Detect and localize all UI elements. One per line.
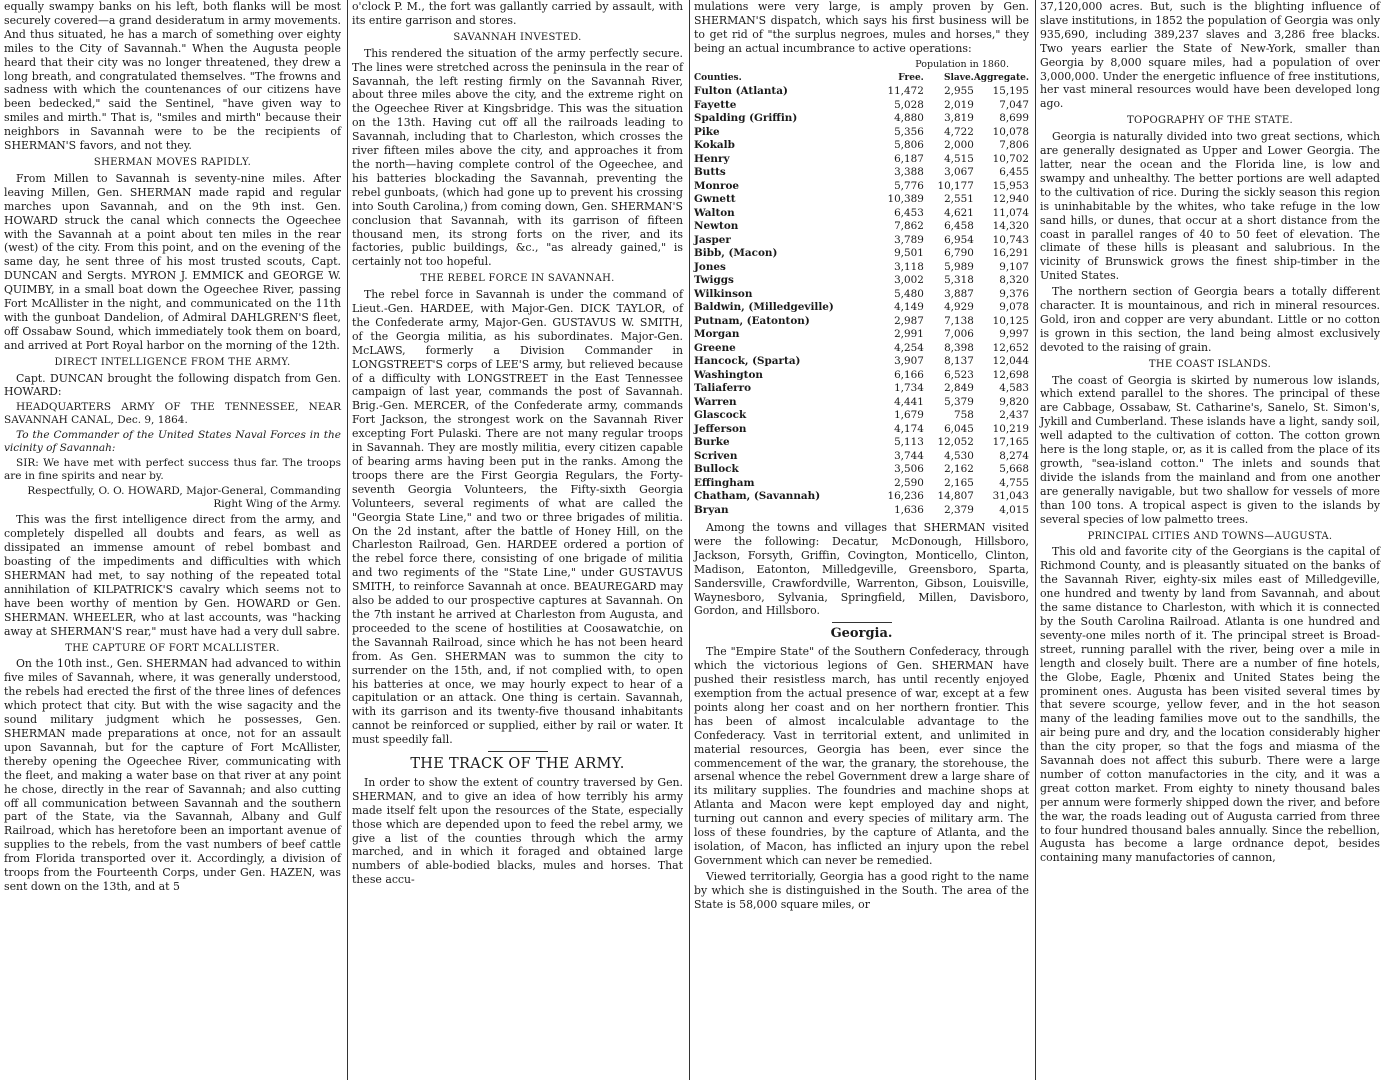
paragraph: In order to show the extent of country traversed by Gen. SHERMAN, and to give an idea of how terribly his army made itself felt upon the resources of the State, especially those which are depended upon to feed the rebel army, we give a list of the counties through which the army marched, and in which it foraged and obtained large numbers of able-bodied blacks, mules and horses. That these accu- — [352, 775, 683, 887]
table-cell: 758 — [953, 409, 974, 422]
table-cell: 2,165 — [944, 476, 974, 489]
county-name: Morgan — [694, 328, 740, 341]
table-cell: 4,880 — [894, 112, 924, 125]
county-name: Warren — [694, 395, 737, 408]
table-cell: 31,043 — [992, 490, 1029, 503]
county-name: Bryan — [694, 503, 729, 516]
paragraph: This old and favorite city of the Georgians is the capital of Richmond County, and is pleasantly situated on the banks of the Savannah River, eighty-six miles east of Milledgeville, one hundred and twenty by land from Savannah, and about the same distance to Charleston, with which it is connected by the South Carolina Railroad. Atlanta is one hundred and seventy-one miles north of it. The principal street is Broad-street, running parallel with the river, being over a mile in length and closely built. There are a number of fine hotels, the Globe, Eagle, Phœnix and United States being the prominent ones. Augusta has been visited several times by that severe scourge, yellow fever, and in the hot season many of the leading families move out to the sandhills, the air being pure and dry, and the location considerably higher than the city proper, so that the fogs and miasma of the Savannah does not affect this suburb. There were a large number of cotton manufactories in the city, and it was a great cotton market. From eighty to ninety thousand bales per annum were formerly shipped down the river, and before the war, the roads leading out of Augusta carried from three to four hundred thousand bales annually. Since the rebellion, Augusta has become a large ordnance depot, besides containing many manufactories of cannon, — [1040, 545, 1380, 865]
table-cell: 4,015 — [999, 503, 1029, 516]
paragraph: Georgia is naturally divided into two great sections, which are generally designated as Upper and Lower Georgia. The latter, near the ocean and the Florida line, is low and swampy and unhealthy. The better portions are well adapted to the cultivation of rice. During the sickly season this region is uninhabitable by the whites, who take refuge in the low sand hills, or dunes, that occur at a short distance from the coast in parallel ranges of 40 to 50 feet of elevation. The climate of these hills is pleasant and salubrious. In the vicinity of Brunswick grows the finest ship-timber in the United States. — [1040, 130, 1380, 283]
table-row — [694, 328, 1029, 342]
table-row — [694, 220, 1029, 234]
table-row — [694, 504, 1029, 518]
county-name: Henry — [694, 152, 730, 165]
table-cell: 4,929 — [944, 301, 974, 314]
table-row — [694, 274, 1029, 288]
paragraph: Among the towns and villages that SHERMAN visited were the following: Decatur, McDonough, Hillsboro, Jackson, Forsyth, Griffin, Covington, Monticello, Clinton, Madison, Eatonton, Milledgeville, Greensboro, Sparta, Sandersville, Crawfordville, Warrenton, Gibson, Louisville, Waynesboro, Sylvania, Springfield, Millen, Davisboro, Gordon, and Hillsboro. — [694, 521, 1029, 618]
table-cell: 3,506 — [894, 463, 924, 476]
table-cell: 3,907 — [894, 355, 924, 368]
county-name: Newton — [694, 220, 739, 233]
table-cell: 6,790 — [944, 247, 974, 260]
table-cell: 11,074 — [992, 206, 1029, 219]
table-cell: 4,621 — [944, 206, 974, 219]
table-cell: 8,699 — [999, 112, 1029, 125]
table-cell: 5,776 — [894, 179, 924, 192]
county-name: Twiggs — [694, 274, 734, 287]
column-4 — [1035, 0, 1384, 1080]
table-cell: 5,028 — [894, 98, 924, 111]
paragraph: The coast of Georgia is skirted by numerous low islands, which extend parallel to the shores. The principal of these are Cabbage, Ossabaw, St. Catharine's, Sanelo, St. Simon's, Jykill and Cumberland. These islands have a light, sandy soil, well adapted to the cultivation of cotton. The cotton grown here is the long staple, or, as it is called from the place of its growth, "sea-island cotton." The inlets and sounds that divide the islands from the mainland and from one another are generally navigable, but two shallow for vessels of more than 100 tons. A tropical aspect is given to the islands by several species of low palmetto trees. — [1040, 373, 1380, 526]
section-heading: PRINCIPAL CITIES AND TOWNS—AUGUSTA. — [1087, 530, 1333, 542]
column-2 — [347, 0, 687, 1080]
table-cell: 7,806 — [999, 139, 1029, 152]
paragraph: The "Empire State" of the Southern Confederacy, through which the victorious legions of Gen. SHERMAN have pushed their resistless march, has until recently enjoyed exemption from the actual presence of war, except at a few points along her coast and on her northern frontier. This has been of almost incalculable advantage to the Confederacy. Vast in territorial extent, and unlimited in material resources, Georgia has been, ever since the commencement of the war, the granary, the storehouse, the arsenal whence the rebel Government drew a large share of its military supplies. The foundries and machine shops at Atlanta and Macon were kept employed day and night, turning out cannon and every species of military arm. The loss of these foundries, by the capture of Atlanta, and the isolation, of Macon, has inflicted an injury upon the rebel Government which can never be remedied. — [694, 645, 1029, 867]
dispatch-block — [4, 401, 341, 511]
paragraph: From Millen to Savannah is seventy-nine miles. After leaving Millen, Gen. SHERMAN made rapid and regular marches upon Savannah, and on the 9th inst. Gen. HOWARD struck the canal which connects the Ogeechee with the Savannah at a point about ten miles in the rear (west) of the city. From this point, and on the evening of the same day, he sent three of his most trusted scouts, Capt. DUNCAN and Sergts. MYRON J. EMMICK and GEORGE W. QUIMBY, in a small boat down the Ogeechee River, passing Fort McAllister in the night, and communicated on the 11th with the gunboat Dandelion, of Admiral DAHLGREN'S fleet, off Ossabaw Sound, which immediately took them on board, and arrived at Port Royal harbor on the morning of the 12th. — [4, 171, 341, 352]
dispatch-address: To the Commander of the United States Naval Forces in the vicinity of Savannah: — [4, 429, 341, 455]
table-cell: 8,320 — [999, 274, 1029, 287]
table-cell: 3,744 — [894, 449, 924, 462]
table-cell: 1,679 — [894, 409, 924, 422]
table-cell: 6,523 — [944, 368, 974, 381]
divider — [832, 622, 892, 623]
table-row — [694, 396, 1029, 410]
table-cell: 6,458 — [944, 220, 974, 233]
table-row — [694, 126, 1029, 140]
table-caption: Population in 1860. — [915, 58, 1009, 70]
county-name: Monroe — [694, 179, 740, 192]
table-cell: 2,019 — [944, 98, 974, 111]
county-name: Baldwin, (Milledgeville) — [694, 301, 834, 314]
table-cell: 5,480 — [894, 287, 924, 300]
county-name: Bullock — [694, 463, 739, 476]
section-heading: THE CAPTURE OF FORT MCALLISTER. — [65, 642, 280, 654]
table-cell: 12,698 — [992, 368, 1029, 381]
paragraph: This rendered the situation of the army perfectly secure. The lines were stretched across the peninsula in the rear of Savannah, the left resting firmly on the Savannah River, about three miles above the city, and the extreme right on the Ogeechee River at Kingsbridge. This was the situation on the 13th. Having cut off all the railroads leading to Savannah, including that to Charleston, which crosses the river fifteen miles above the city, and approaches it from the north—having complete control of the Ogeechee, and his batteries blockading the Savannah, preventing the rebel gunboats, (which had gone up to prevent his crossing into South Carolina,) from coming down, Gen. SHERMAN'S conclusion that Savannah, with its garrison of fifteen thousand men, its strong forts on the river, and its factories, public buildings, &c., "as already gained," is certainly not too hopeful. — [352, 46, 683, 269]
county-name: Bibb, (Macon) — [694, 247, 778, 260]
county-name: Hancock, (Sparta) — [694, 355, 801, 368]
table-cell: 12,052 — [937, 436, 974, 449]
table-cell: 1,734 — [894, 382, 924, 395]
table-row — [694, 315, 1029, 329]
table-cell: 2,162 — [944, 463, 974, 476]
county-name: Pike — [694, 125, 720, 138]
county-name: Chatham, (Savannah) — [694, 490, 821, 503]
table-cell: 12,044 — [992, 355, 1029, 368]
table-cell: 3,002 — [894, 274, 924, 287]
paragraph: This was the first intelligence direct from the army, and completely dispelled all doubts and fears, as well as dissipated an immense amount of rebel bombast and boasting of the impediments and difficulties with which SHERMAN had met, to say nothing of the repeated total annihilation of KILPATRICK'S cavalry which seems not to have been worthy of mention by Gen. HOWARD or Gen. SHERMAN. WHEELER, who at last accounts, was "hacking away at SHERMAN'S rear," must have had a very dull sabre. — [4, 513, 341, 638]
county-name: Fayette — [694, 98, 737, 111]
table-row — [694, 355, 1029, 369]
table-cell: 7,047 — [999, 98, 1029, 111]
section-heading: DIRECT INTELLIGENCE FROM THE ARMY. — [54, 356, 291, 368]
county-name: Gwnett — [694, 193, 736, 206]
dispatch-body: SIR: We have met with perfect success thus far. The troops are in fine spirits and near by. — [4, 457, 341, 483]
dispatch-header: HEADQUARTERS ARMY OF THE TENNESSEE, NEAR SAVANNAH CANAL, Dec. 9, 1864. — [4, 401, 341, 427]
table-cell: 5,113 — [894, 436, 924, 449]
table-header: Aggregate. — [973, 72, 1029, 83]
table-cell: 2,987 — [894, 314, 924, 327]
table-cell: 10,389 — [887, 193, 924, 206]
table-cell: 4,515 — [944, 152, 974, 165]
paragraph: o'clock P. M., the fort was gallantly carried by assault, with its entire garrison and stores. — [352, 0, 683, 27]
county-name: Burke — [694, 436, 730, 449]
table-cell: 3,819 — [944, 112, 974, 125]
table-row — [694, 342, 1029, 356]
table-row — [694, 166, 1029, 180]
table-cell: 10,177 — [937, 179, 974, 192]
table-cell: 2,437 — [999, 409, 1029, 422]
table-header: Counties. — [694, 72, 742, 83]
table-header: Free. — [898, 72, 924, 83]
paragraph: Viewed territorially, Georgia has a good right to the name by which she is distinguished in the South. The area of the State is 58,000 square miles, or — [694, 869, 1029, 911]
county-name: Effingham — [694, 476, 755, 489]
table-row — [694, 85, 1029, 99]
table-row — [694, 153, 1029, 167]
table-cell: 16,291 — [992, 247, 1029, 260]
county-name: Spalding (Griffin) — [694, 112, 798, 125]
table-cell: 12,940 — [992, 193, 1029, 206]
table-row — [694, 261, 1029, 275]
county-name: Jones — [694, 260, 726, 273]
table-cell: 5,356 — [894, 125, 924, 138]
table-cell: 8,398 — [944, 341, 974, 354]
table-cell: 4,722 — [944, 125, 974, 138]
table-cell: 9,376 — [999, 287, 1029, 300]
table-cell: 9,501 — [894, 247, 924, 260]
table-cell: 3,789 — [894, 233, 924, 246]
table-cell: 4,755 — [999, 476, 1029, 489]
article-heading: Georgia. — [830, 626, 893, 642]
county-name: Butts — [694, 166, 726, 179]
section-heading: SHERMAN MOVES RAPIDLY. — [93, 156, 252, 168]
table-cell: 4,441 — [894, 395, 924, 408]
paragraph: 37,120,000 acres. But, such is the blighting influence of slave institutions, in 1852 the population of Georgia was only 935,690, including 389,237 slaves and 3,286 free blacks. Two years earlier the State of New-York, smaller than Georgia by 8,000 square miles, had a population of over 3,000,000. Under the energetic influence of free institutions, her vast mineral resources would have been developed long ago. — [1040, 0, 1380, 111]
dispatch-signature: Respectfully, O. O. HOWARD, Major-General, Commanding Right Wing of the Army. — [27, 485, 341, 511]
table-cell: 9,107 — [999, 260, 1029, 273]
table-cell: 10,702 — [992, 152, 1029, 165]
table-cell: 2,379 — [944, 503, 974, 516]
section-heading: TOPOGRAPHY OF THE STATE. — [1127, 115, 1293, 127]
table-cell: 2,991 — [894, 328, 924, 341]
table-row — [694, 463, 1029, 477]
county-name: Greene — [694, 341, 736, 354]
table-cell: 3,067 — [944, 166, 974, 179]
table-row — [694, 139, 1029, 153]
table-cell: 5,806 — [894, 139, 924, 152]
table-cell: 8,274 — [999, 449, 1029, 462]
section-heading: THE COAST ISLANDS. — [1148, 358, 1272, 370]
table-header-row — [694, 72, 1029, 86]
table-cell: 8,137 — [944, 355, 974, 368]
column-3 — [689, 0, 1033, 1080]
table-cell: 5,318 — [944, 274, 974, 287]
table-row — [694, 234, 1029, 248]
table-header: Slave. — [943, 72, 974, 83]
table-row — [694, 423, 1029, 437]
table-cell: 2,551 — [944, 193, 974, 206]
paragraph: equally swampy banks on his left, both flanks will be most securely covered—a grand desideratum in army movements. And thus situated, he has a march of something over eighty miles to the City of Savannah." When the Augusta people heard that their city was no longer threatened, they drew a long breath, and congratulated themselves. "The frowns and sadness with which the countenances of our citizens have been bedecked," said the Sentinel, "have given way to smiles and mirth." That is, "smiles and mirth" because their neighbors in Savannah were to be the recipients of SHERMAN'S favors, and not they. — [4, 0, 341, 153]
table-cell: 10,219 — [992, 422, 1029, 435]
table-cell: 12,652 — [992, 341, 1029, 354]
county-name: Walton — [694, 206, 735, 219]
table-cell: 1,636 — [894, 503, 924, 516]
table-row — [694, 247, 1029, 261]
table-cell: 11,472 — [887, 85, 924, 98]
county-name: Putnam, (Eatonton) — [694, 314, 810, 327]
table-row — [694, 382, 1029, 396]
table-cell: 3,118 — [894, 260, 924, 273]
paragraph: On the 10th inst., Gen. SHERMAN had advanced to within five miles of Savannah, where, it was generally understood, the rebels had erected the first of the three lines of defences which protect that city. But with the wise sagacity and the sound military judgment which he possesses, Gen. SHERMAN made preparations at once, not for an assault upon Savannah, but for the capture of Fort McAllister, thereby opening the Ogeechee River, communicating with the fleet, and making a water base on that river at any point he chose, directly in the rear of Savannah; and also cutting off all communication between Savannah and the southern part of the State, via the Savannah, Albany and Gulf Railroad, which has heretofore been an important avenue of supplies to the rebels, from the vast numbers of beef cattle from Florida transported over it. Accordingly, a division of troops from the Fourteenth Corps, under Gen. HAZEN, was sent down on the 13th, and at 5 — [4, 657, 341, 893]
table-cell: 9,078 — [999, 301, 1029, 314]
table-row — [694, 207, 1029, 221]
table-cell: 10,125 — [992, 314, 1029, 327]
county-name: Jefferson — [694, 422, 747, 435]
county-name: Taliaferro — [694, 382, 752, 395]
table-cell: 5,668 — [999, 463, 1029, 476]
table-cell: 9,997 — [999, 328, 1029, 341]
table-row — [694, 99, 1029, 113]
county-name: Jasper — [694, 233, 731, 246]
table-cell: 3,388 — [894, 166, 924, 179]
table-cell: 14,320 — [992, 220, 1029, 233]
county-name: Kokalb — [694, 139, 735, 152]
table-cell: 6,166 — [894, 368, 924, 381]
table-cell: 6,045 — [944, 422, 974, 435]
table-cell: 4,149 — [894, 301, 924, 314]
table-row — [694, 369, 1029, 383]
table-row — [694, 477, 1029, 491]
table-cell: 3,887 — [944, 287, 974, 300]
paragraph: The rebel force in Savannah is under the command of Lieut.-Gen. HARDEE, with Major-Gen. DICK TAYLOR, of the Confederate army, Major-Gen. GUSTAVUS W. SMITH, of the Georgia militia, as his subordinates. Major-Gen. McLAWS, formerly a Division Commander in LONGSTREET'S corps of LEE'S army, but relieved because of a difficulty with LONGSTREET in the East Tennessee campaign of last year, commands the post of Savannah. Brig.-Gen. MERCER, of the Confederate army, commands Fort Jackson, the strongest work on the Savannah River excepting Fort Pulaski. There are not many regular troops in Savannah. They are mostly militia, every citizen capable of bearing arms having been put in the ranks. Among the troops there are the First Georgia Regulars, the Forty-seventh Georgia Volunteers, the Fifty-sixth Georgia Volunteers, several regiments of what are called the "Georgia State Line," and two or three brigades of militia. On the 2d instant, after the battle of Honey Hill, on the Charleston Railroad, Gen. HARDEE ordered a portion of the rebel force there, consisting of one brigade of militia and two regiments of the "State Line," under GUSTAVUS SMITH, to reinforce Savannah at once. BEAUREGARD may also be added to our prospective captures at Savannah. On the 7th instant he arrived at Charleston from Augusta, and proceeded to the scene of hostilities at Coosawatchie, on the Savannah Railroad, since which he has not been heard from. As Gen. SHERMAN was to summon the city to surrender on the 15th, and, if not complied with, to open his batteries at once, we may hourly expect to hear of a capitulation or an attack. One thing is certain. Savannah, with its garrison and its twenty-five thousand inhabitants cannot be reinforced or supplied, either by rail or water. It must speedily fall. — [352, 288, 683, 747]
table-cell: 9,820 — [999, 395, 1029, 408]
table-cell: 2,590 — [894, 476, 924, 489]
table-cell: 6,455 — [999, 166, 1029, 179]
table-cell: 4,174 — [894, 422, 924, 435]
table-cell: 15,195 — [992, 85, 1029, 98]
column-1 — [0, 0, 345, 1080]
table-cell: 7,138 — [944, 314, 974, 327]
table-cell: 14,807 — [937, 490, 974, 503]
table-row — [694, 112, 1029, 126]
county-population-table — [694, 72, 1029, 518]
section-heading: SAVANNAH INVESTED. — [453, 31, 582, 43]
table-row — [694, 450, 1029, 464]
table-cell: 10,078 — [992, 125, 1029, 138]
table-row — [694, 193, 1029, 207]
table-cell: 4,530 — [944, 449, 974, 462]
table-cell: 4,254 — [894, 341, 924, 354]
article-heading: THE TRACK OF THE ARMY. — [410, 756, 625, 773]
paragraph: The northern section of Georgia bears a totally different character. It is mountainous, and rich in mineral resources. Gold, iron and copper are very abundant. Little or no cotton is grown in this section, the land being almost exclusively devoted to the raising of grain. — [1040, 285, 1380, 354]
table-cell: 5,379 — [944, 395, 974, 408]
table-row — [694, 490, 1029, 504]
paragraph: mulations were very large, is amply proven by Gen. SHERMAN'S dispatch, which says his first business will be to get rid of "the surplus negroes, mules and horses," they being an actual incumbrance to active operations: — [694, 0, 1029, 55]
table-cell: 2,955 — [944, 85, 974, 98]
table-cell: 6,954 — [944, 233, 974, 246]
table-body — [694, 85, 1029, 517]
table-row — [694, 288, 1029, 302]
table-cell: 7,862 — [894, 220, 924, 233]
table-cell: 7,006 — [944, 328, 974, 341]
table-row — [694, 180, 1029, 194]
table-row — [694, 436, 1029, 450]
table-row — [694, 301, 1029, 315]
county-name: Glascock — [694, 409, 747, 422]
table-row — [694, 409, 1029, 423]
county-name: Wilkinson — [694, 287, 753, 300]
table-cell: 16,236 — [887, 490, 924, 503]
table-cell: 2,000 — [944, 139, 974, 152]
section-heading: THE REBEL FORCE IN SAVANNAH. — [420, 273, 615, 285]
county-name: Fulton (Atlanta) — [694, 85, 788, 98]
table-cell: 6,453 — [894, 206, 924, 219]
paragraph: Capt. DUNCAN brought the following dispatch from Gen. HOWARD: — [4, 371, 341, 399]
divider — [488, 751, 548, 752]
table-cell: 5,989 — [944, 260, 974, 273]
table-cell: 2,849 — [944, 382, 974, 395]
county-name: Scriven — [694, 449, 738, 462]
table-cell: 4,583 — [999, 382, 1029, 395]
table-cell: 10,743 — [992, 233, 1029, 246]
table-cell: 6,187 — [894, 152, 924, 165]
table-cell: 17,165 — [992, 436, 1029, 449]
county-name: Washington — [694, 368, 763, 381]
table-cell: 15,953 — [992, 179, 1029, 192]
